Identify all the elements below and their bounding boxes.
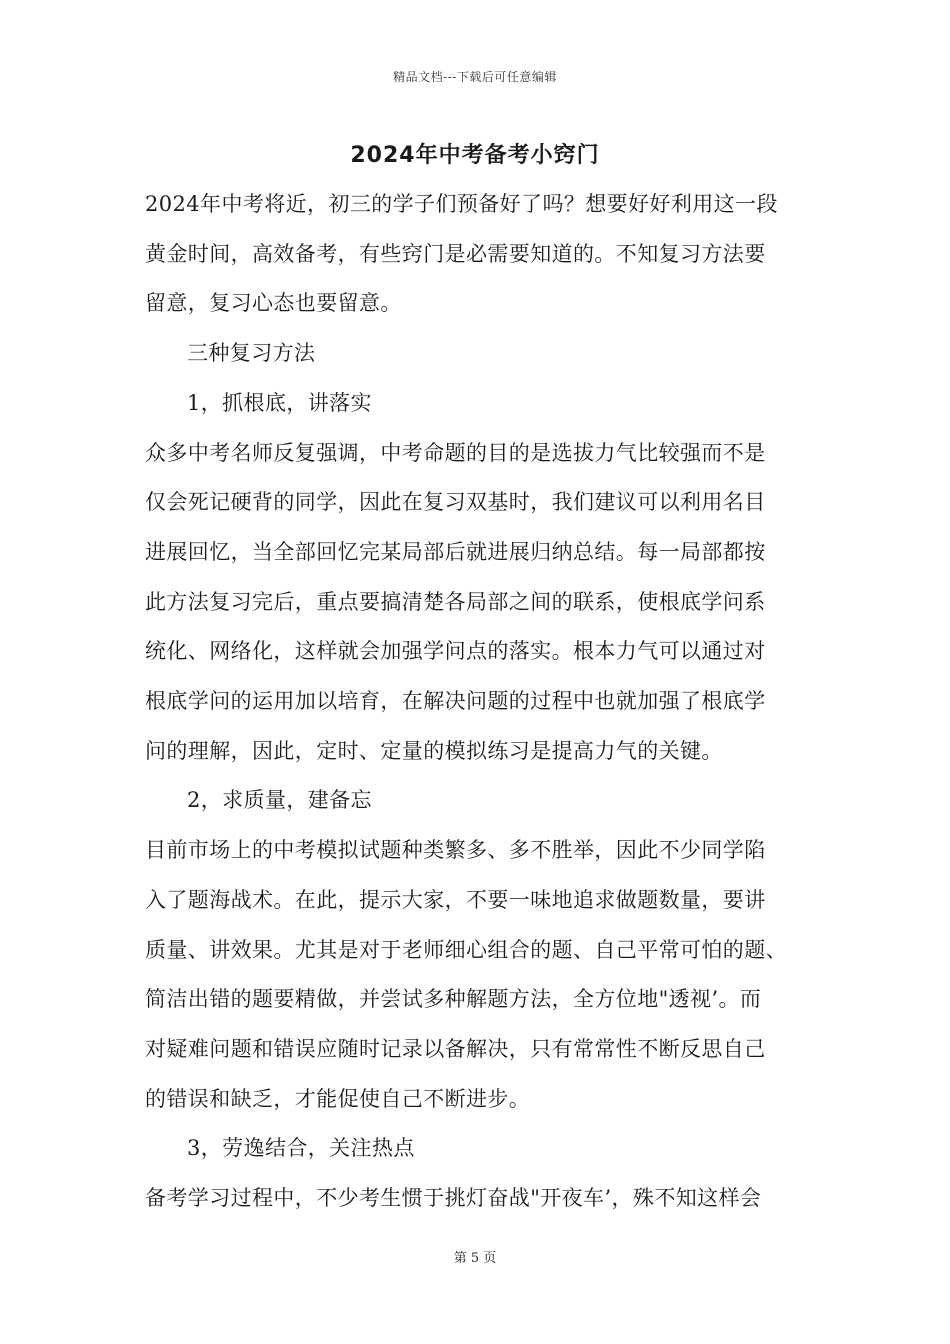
subsection-heading: 1，抓根底，讲落实 xyxy=(187,390,372,415)
document-title: 2024年中考备考小窍门 xyxy=(350,143,600,168)
body-line: 进展回忆，当全部回忆完某局部后就进展归纳总结。每一局部都按 xyxy=(145,539,766,564)
body-line: 简洁出错的题要精做，并尝试多种解题方法，全方位地"透视’。而 xyxy=(145,987,762,1012)
subsection-heading: 2，求质量，建备忘 xyxy=(187,788,372,813)
body-line: 对疑难问题和错误应随时记录以备解决，只有常常性不断反思自己 xyxy=(145,1036,766,1061)
body-line: 质量、讲效果。尤其是对于老师细心组合的题、自己平常可怕的题、 xyxy=(145,937,787,962)
section-heading: 三种复习方法 xyxy=(187,341,316,366)
body-line: 留意，复习心态也要留意。 xyxy=(145,291,402,316)
subsection-heading: 3，劳逸结合，关注热点 xyxy=(187,1136,415,1161)
body-line: 仅会死记硬背的同学，因此在复习双基时，我们建议可以利用名目 xyxy=(145,490,766,515)
body-line: 根底学问的运用加以培育，在解决问题的过程中也就加强了根底学 xyxy=(145,689,766,714)
page-number: 第 5 页 xyxy=(453,1251,497,1266)
body-line: 此方法复习完后，重点要搞清楚各局部之间的联系，使根底学问系 xyxy=(145,589,766,614)
page-header: 精品文档---下载后可任意编辑 xyxy=(393,70,557,84)
document-body xyxy=(145,180,825,1224)
body-line: 入了题海战术。在此，提示大家，不要一味地追求做题数量，要讲 xyxy=(145,887,766,912)
body-line: 统化、网络化，这样就会加强学问点的落实。根本力气可以通过对 xyxy=(145,639,766,664)
body-line: 目前市场上的中考模拟试题种类繁多、多不胜举，因此不少同学陷 xyxy=(145,838,766,863)
body-line: 2024年中考将近，初三的学子们预备好了吗？想要好好利用这一段 xyxy=(145,192,778,216)
body-line: 备考学习过程中，不少考生惯于挑灯奋战"开夜车’，殊不知这样会 xyxy=(145,1186,762,1211)
body-line: 黄金时间，高效备考，有些窍门是必需要知道的。不知复习方法要 xyxy=(145,241,766,266)
body-line: 众多中考名师反复强调，中考命题的目的是选拔力气比较强而不是 xyxy=(145,440,766,465)
body-line: 问的理解，因此，定时、定量的模拟练习是提高力气的关键。 xyxy=(145,738,723,763)
body-line: 的错误和缺乏，才能促使自己不断进步。 xyxy=(145,1086,531,1111)
